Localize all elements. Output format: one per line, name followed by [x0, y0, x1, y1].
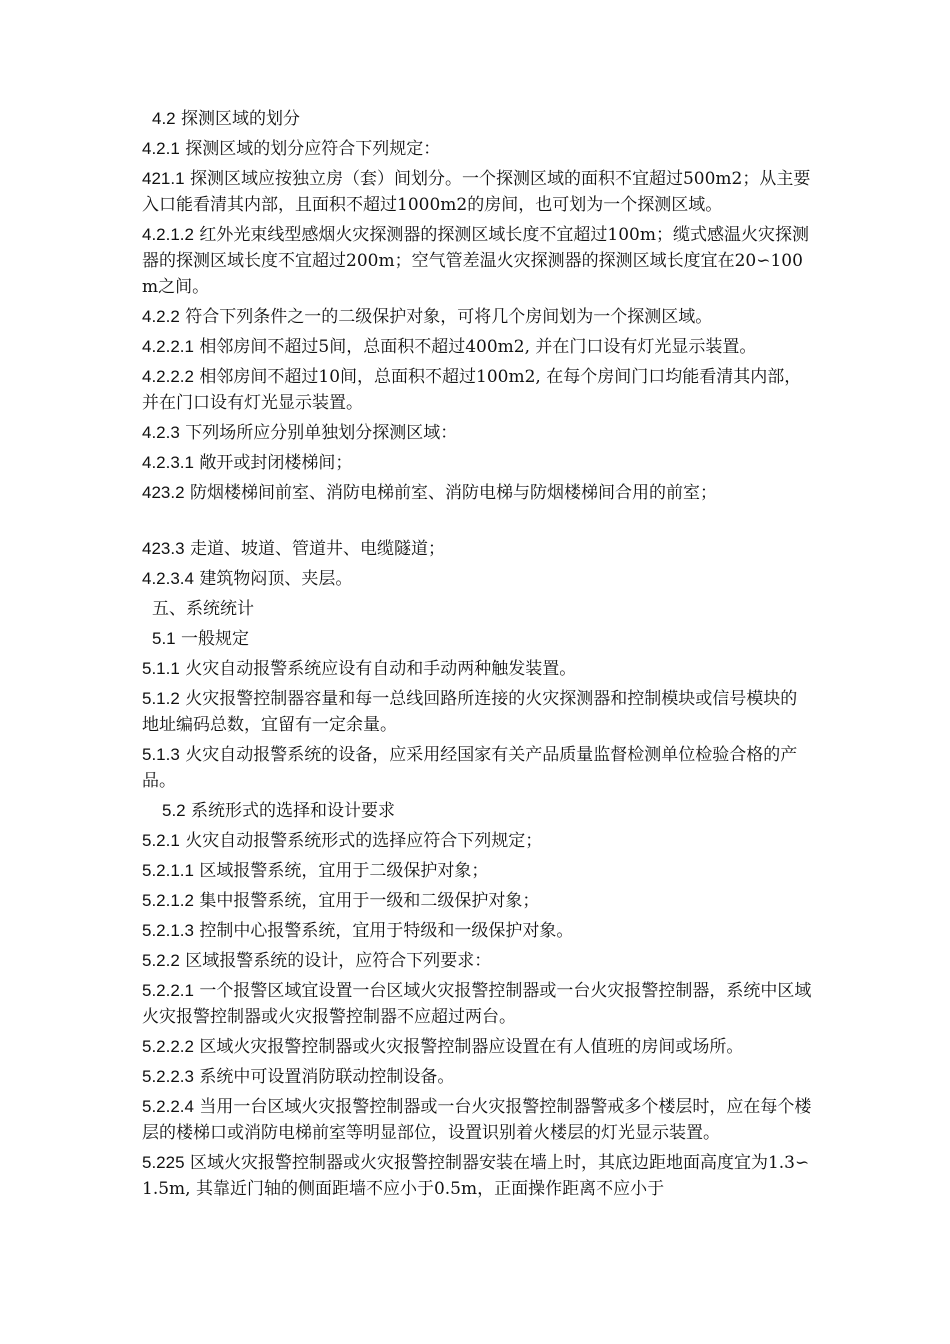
clause-text: 探测区域应按独立房（套）间划分。一个探测区域的面积不宜超过500m2；从主要入口能看清其内部，且面积不超过1000m2的房间，也可划为一个探测区域。	[142, 169, 811, 215]
clause-number: 5.225	[142, 1153, 185, 1172]
paragraph-6	[142, 334, 812, 360]
paragraph-21	[142, 888, 812, 914]
clause-text: 五、系统统计	[152, 599, 254, 619]
paragraph-20	[142, 858, 812, 884]
clause-number: 5.2.1	[142, 831, 180, 850]
clause-number: 423.3	[142, 539, 185, 558]
clause-text: 相邻房间不超过5间，总面积不超过400m2, 并在门口设有灯光显示装置。	[194, 337, 757, 357]
paragraph-2	[142, 136, 812, 162]
clause-number: 5.2.2.1	[142, 981, 194, 1000]
paragraph-19	[142, 828, 812, 854]
clause-number: 5.2	[162, 801, 186, 820]
paragraph-11	[142, 536, 812, 562]
clause-text: 探测区域的划分	[175, 109, 301, 129]
clause-number: 4.2.2	[142, 307, 180, 326]
clause-number: 4.2.2.2	[142, 367, 194, 386]
paragraph-17	[142, 742, 812, 794]
paragraph-28	[142, 1150, 812, 1202]
clause-number: 4.2.3.4	[142, 569, 194, 588]
paragraph-1	[142, 106, 812, 132]
clause-number: 423.2	[142, 483, 185, 502]
clause-number: 5.2.1.3	[142, 921, 194, 940]
clause-number: 5.1	[152, 629, 176, 648]
clause-text: 火灾自动报警系统应设有自动和手动两种触发装置。	[179, 659, 577, 679]
clause-text: 区域火灾报警控制器或火灾报警控制器安装在墙上时，其底边距地面高度宜为1.3∽1.5m, 其靠近门轴的侧面距墙不应小于0.5m，正面操作距离不应小于	[142, 1153, 810, 1199]
paragraph-4	[142, 222, 812, 300]
clause-number: 4.2.3	[142, 423, 180, 442]
clause-number: 5.2.2.4	[142, 1097, 194, 1116]
paragraph-12	[142, 566, 812, 592]
paragraph-15	[142, 656, 812, 682]
clause-number: 5.2.1.1	[142, 861, 194, 880]
paragraph-8	[142, 420, 812, 446]
clause-text: 火灾自动报警系统形式的选择应符合下列规定；	[179, 831, 543, 851]
clause-number: 5.2.1.2	[142, 891, 194, 910]
clause-text: 一般规定	[175, 629, 250, 649]
paragraph-16	[142, 686, 812, 738]
clause-number: 5.1.1	[142, 659, 180, 678]
clause-text: 探测区域的划分应符合下列规定：	[179, 139, 441, 159]
clause-text: 建筑物闷顶、夹层。	[194, 569, 353, 589]
clause-text: 区域报警系统，宜用于二级保护对象；	[194, 861, 489, 881]
paragraph-14	[142, 626, 812, 652]
clause-text: 红外光束线型感烟火灾探测器的探测区域长度不宜超过100m；缆式感温火灾探测器的探测区域长度不宜超过200m；空气管差温火灾探测器的探测区域长度宜在20∽100m之间。	[142, 225, 809, 297]
clause-text: 下列场所应分别单独划分探测区域：	[179, 423, 458, 443]
clause-number: 5.1.3	[142, 745, 180, 764]
paragraph-7	[142, 364, 812, 416]
document-body	[142, 106, 812, 1206]
clause-number: 4.2.2.1	[142, 337, 194, 356]
paragraph-18	[142, 798, 812, 824]
clause-text: 系统中可设置消防联动控制设备。	[194, 1067, 455, 1087]
clause-text: 一个报警区域宜设置一台区域火灾报警控制器或一台火灾报警控制器，系统中区域火灾报警控制器或火灾报警控制器不应超过两台。	[142, 981, 812, 1027]
clause-number: 5.2.2.2	[142, 1037, 194, 1056]
paragraph-24	[142, 978, 812, 1030]
paragraph-22	[142, 918, 812, 944]
clause-text: 符合下列条件之一的二级保护对象，可将几个房间划为一个探测区域。	[179, 307, 713, 327]
clause-text: 系统形式的选择和设计要求	[185, 801, 396, 821]
clause-text: 火灾报警控制器容量和每一总线回路所连接的火灾探测器和控制模块或信号模块的地址编码总数，宜留有一定余量。	[142, 689, 798, 735]
clause-number: 4.2.3.1	[142, 453, 194, 472]
clause-text: 区域火灾报警控制器或火灾报警控制器应设置在有人值班的房间或场所。	[194, 1037, 744, 1057]
paragraph-27	[142, 1094, 812, 1146]
clause-number: 4.2	[152, 109, 176, 128]
clause-number: 421.1	[142, 169, 185, 188]
clause-text: 敞开或封闭楼梯间；	[194, 453, 353, 473]
clause-text: 区域报警系统的设计，应符合下列要求：	[179, 951, 492, 971]
clause-text: 当用一台区域火灾报警控制器或一台火灾报警控制器警戒多个楼层时，应在每个楼层的楼梯口或消防电梯前室等明显部位，设置识别着火楼层的灯光显示装置。	[142, 1097, 812, 1143]
paragraph-5	[142, 304, 812, 330]
paragraph-10	[142, 480, 812, 506]
clause-number: 5.2.2	[142, 951, 180, 970]
paragraph-3	[142, 166, 812, 218]
clause-number: 5.2.2.3	[142, 1067, 194, 1086]
clause-text: 火灾自动报警系统的设备，应采用经国家有关产品质量监督检测单位检验合格的产品。	[142, 745, 798, 791]
clause-number: 4.2.1	[142, 139, 180, 158]
paragraph-13	[142, 596, 812, 622]
paragraph-25	[142, 1034, 812, 1060]
clause-number: 5.1.2	[142, 689, 180, 708]
clause-text: 集中报警系统，宜用于一级和二级保护对象；	[194, 891, 540, 911]
clause-text: 走道、坡道、管道井、电缆隧道；	[184, 539, 445, 559]
clause-text: 相邻房间不超过10间，总面积不超过100m2, 在每个房间门口均能看清其内部，并在门口设有灯光显示装置。	[142, 367, 802, 413]
paragraph-23	[142, 948, 812, 974]
paragraph-26	[142, 1064, 812, 1090]
paragraph-9	[142, 450, 812, 476]
clause-number: 4.2.1.2	[142, 225, 194, 244]
clause-text: 控制中心报警系统，宜用于特级和一级保护对象。	[194, 921, 574, 941]
clause-text: 防烟楼梯间前室、消防电梯前室、消防电梯与防烟楼梯间合用的前室；	[184, 483, 717, 503]
